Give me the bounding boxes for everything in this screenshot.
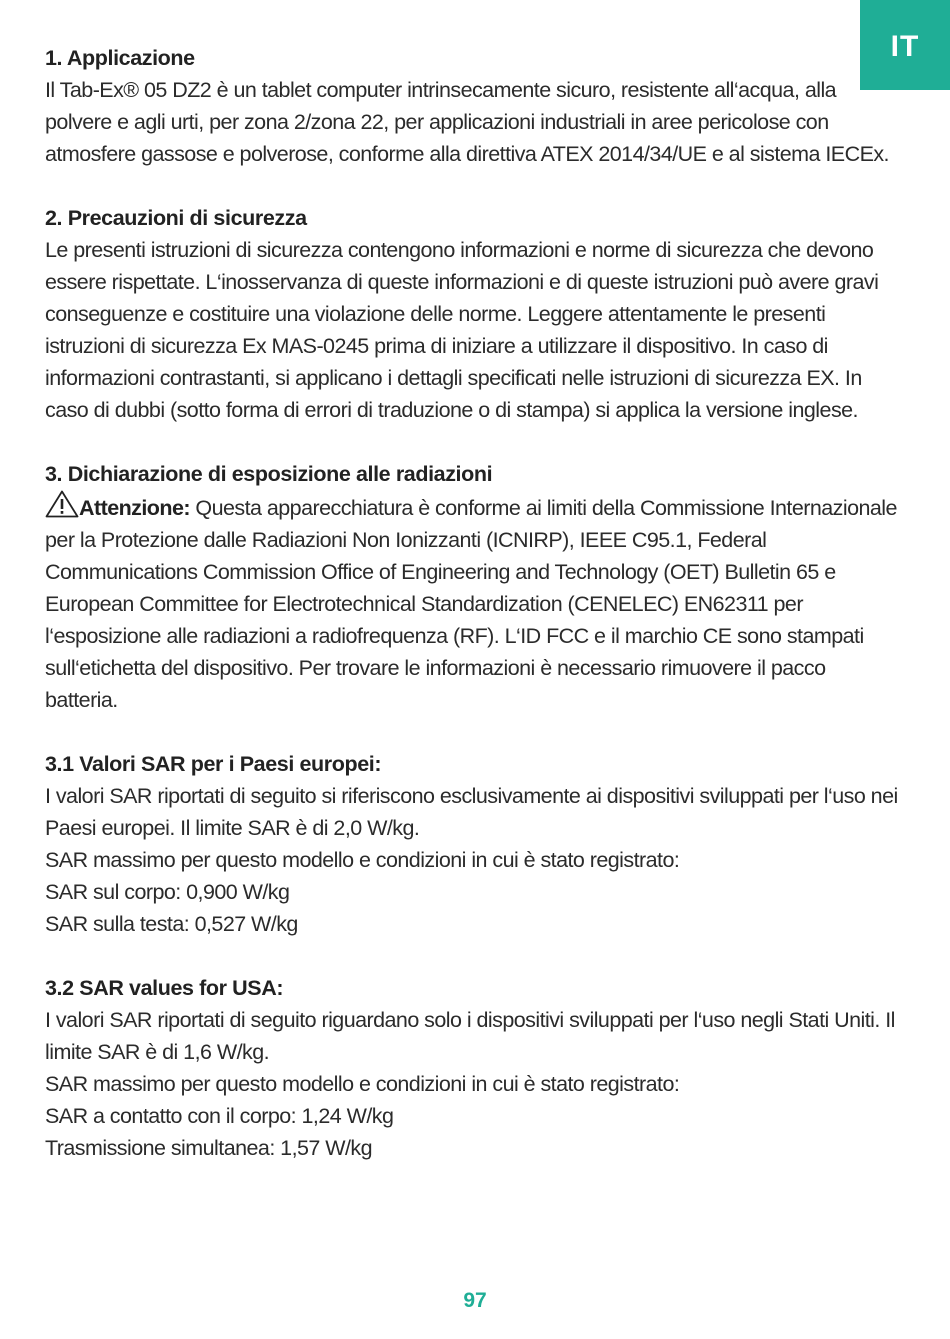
- warning-label: Attenzione:: [79, 496, 190, 520]
- section-title: 2. Precauzioni di sicurezza: [45, 206, 307, 230]
- section-title: 3.1 Valori SAR per i Paesi europei:: [45, 752, 382, 776]
- sar-line: Trasmissione simultanea: 1,57 W/kg: [45, 1136, 373, 1160]
- section-title: 3.2 SAR values for USA:: [45, 976, 284, 1000]
- section-title: 1. Applicazione: [45, 46, 195, 70]
- warning-text: Questa apparecchiatura è conforme ai limiti della Commissione Internazionale per la Protezione dalle Radiazioni Non Ionizzanti (ICNIRP), IEEE C95.1, Federal Communications Commission Office of Engineering and Technology (OET) Bulletin 65 e European Committee for Electrotechnical Standardization (CENELEC) EN62311 per l‘esposizione alle radiazioni a radiofrequenza (RF). L‘ID FCC e il marchio CE sono stampati sull‘etichetta del dispositivo. Per trovare le informazioni è necessario rimuovere il pacco batteria.: [45, 496, 897, 712]
- document-body: [45, 42, 903, 1196]
- sar-line: SAR sul corpo: 0,900 W/kg: [45, 880, 290, 904]
- sar-line: SAR massimo per questo modello e condizioni in cui è stato registrato:: [45, 848, 680, 872]
- sar-line: SAR massimo per questo modello e condizioni in cui è stato registrato:: [45, 1072, 680, 1096]
- language-tab: IT: [860, 0, 950, 90]
- section-title: 3. Dichiarazione di esposizione alle radiazioni: [45, 462, 493, 486]
- section-precauzioni: [45, 202, 903, 426]
- section-applicazione: [45, 42, 903, 170]
- section-sar-usa: [45, 972, 903, 1164]
- section-body: Le presenti istruzioni di sicurezza contengono informazioni e norme di sicurezza che devono essere rispettate. L‘inosservanza di queste informazioni e di queste istruzioni può avere gravi conseguenze e costituire una violazione delle norme. Leggere attentamente le presenti istruzioni di sicurezza Ex MAS-0245 prima di iniziare a utilizzare il dispositivo. In caso di informazioni contrastanti, si applicano i dettagli specificati nelle istruzioni di sicurezza EX. In caso di dubbi (sotto forma di errori di traduzione o di stampa) si applica la versione inglese.: [45, 238, 879, 422]
- section-sar-europa: [45, 748, 903, 940]
- warning-triangle-icon: [45, 490, 79, 518]
- section-radiazioni: [45, 458, 903, 716]
- sar-line: SAR sulla testa: 0,527 W/kg: [45, 912, 298, 936]
- page-number: 97: [463, 1289, 487, 1312]
- section-body: I valori SAR riportati di seguito si riferiscono esclusivamente ai dispositivi sviluppati per l‘uso nei Paesi europei. Il limite SAR è di 2,0 W/kg.: [45, 784, 898, 840]
- section-body: Il Tab-Ex® 05 DZ2 è un tablet computer intrinsecamente sicuro, resistente all‘acqua, alla polvere e agli urti, per zona 2/zona 22, per applicazioni industriali in aree pericolose con atmosfere gassose e polverose, conforme alla direttiva ATEX 2014/34/UE e al sistema IECEx.: [45, 78, 889, 166]
- warning-paragraph: [45, 490, 903, 716]
- section-body: I valori SAR riportati di seguito riguardano solo i dispositivi sviluppati per l‘uso negli Stati Uniti. Il limite SAR è di 1,6 W/kg.: [45, 1008, 895, 1064]
- sar-line: SAR a contatto con il corpo: 1,24 W/kg: [45, 1104, 394, 1128]
